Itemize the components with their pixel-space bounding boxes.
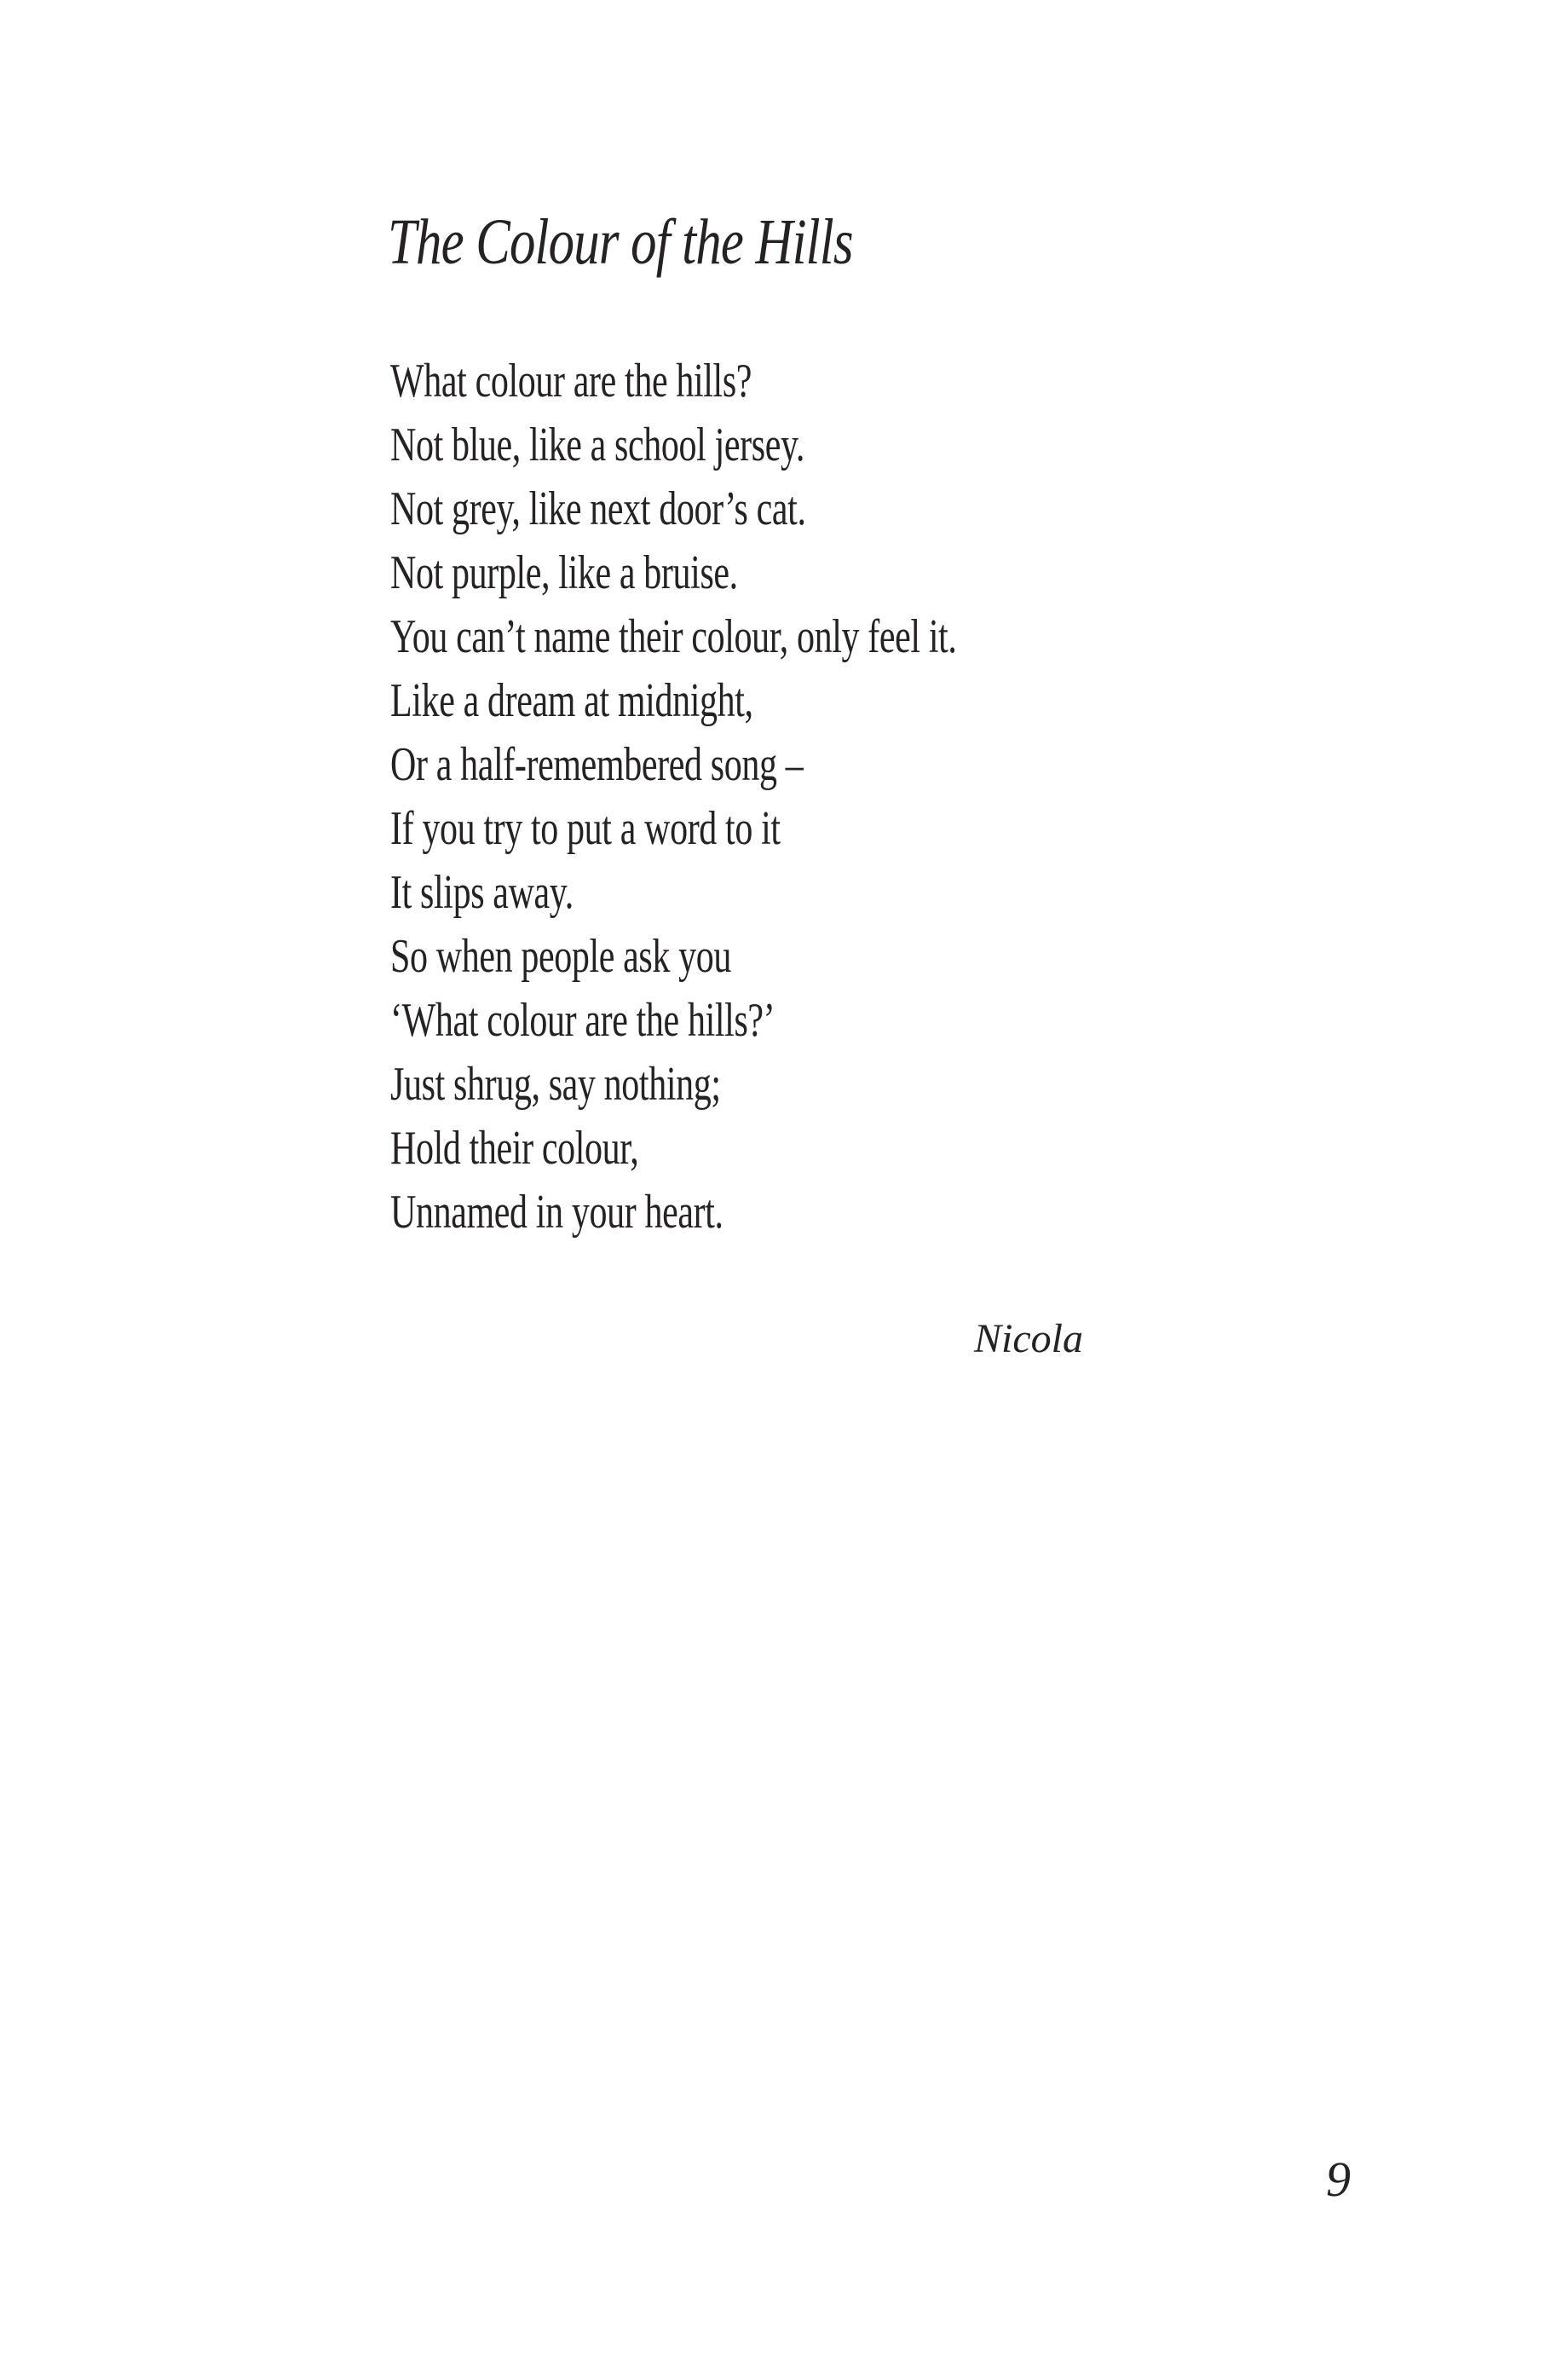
poem-line: What colour are the hills? [390, 355, 752, 407]
poem-line: Or a half-remembered song – [390, 738, 804, 791]
poem-line: Unnamed in your heart. [390, 1186, 723, 1239]
poem-line: Hold their colour, [390, 1122, 639, 1175]
poem-line: It slips away. [390, 866, 574, 919]
poem-line: So when people ask you [390, 930, 732, 983]
poem-attribution: Nicola [974, 1316, 1083, 1361]
poem-title: The Colour of the Hills [388, 206, 853, 278]
poem-line: ‘What colour are the hills?’ [390, 994, 775, 1047]
poem-line: If you try to put a word to it [390, 802, 781, 855]
poem-line: Not purple, like a bruise. [390, 546, 738, 599]
poem-line: Not grey, like next door’s cat. [390, 482, 806, 535]
poem-line: Not blue, like a school jersey. [390, 419, 805, 471]
poem-line: Just shrug, say nothing; [390, 1058, 721, 1111]
poem-line: You can’t name their colour, only feel it. [390, 610, 957, 663]
poem-body [390, 349, 1145, 1245]
page-number: 9 [1326, 2152, 1351, 2207]
poem-line: Like a dream at midnight, [390, 674, 753, 727]
